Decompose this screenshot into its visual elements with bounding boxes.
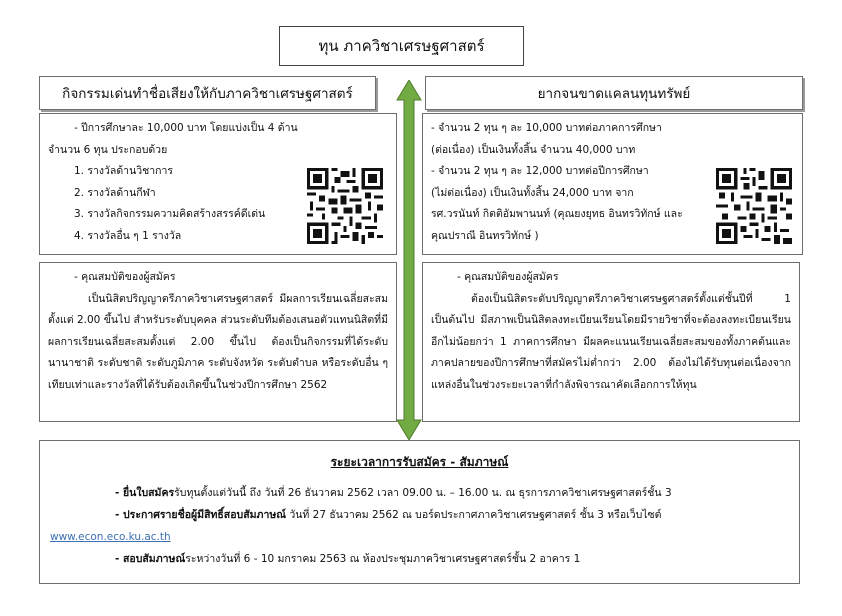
- page-title: [279, 26, 524, 66]
- left-header-text: กิจกรรมเด่นทำชื่อเสียงให้กับภาควิชาเศรษฐศาสตร์: [62, 86, 353, 102]
- schedule-label: - ประกาศรายชื่อผู้มีสิทธิ์สอบสัมภาษณ์: [115, 509, 286, 521]
- right-header-text: ยากจนขาดแคลนทุนทรัพย์: [537, 86, 691, 102]
- funding-line: - จำนวน 2 ทุน ๆ ละ 12,000 บาทต่อปีการศึกษา: [431, 165, 649, 177]
- funding-line: - จำนวน 2 ทุน ๆ ละ 10,000 บาทต่อภาคการศึกษา: [431, 122, 662, 134]
- schedule-label: - สอบสัมภาษณ์: [115, 553, 186, 565]
- schedule-line-link: [50, 526, 789, 548]
- schedule-title: ระยะเวลาการรับสมัคร - สัมภาษณ์: [330, 455, 509, 469]
- qualification-text: ต้องเป็นนิสิตระดับปริญญาตรีภาควิชาเศรษฐศาสตร์ตั้งแต่ชั้นปีที่ 1 เป็นต้นไป มีสภาพเป็นนิสิตลงทะเบียนเรียนโดยมีรายวิชาที่จะต้องลงทะเบียนเรียนอีกไม่น้อยกว่า 1 ภาคการศึกษา มีผลคะแนนเรียนเฉลี่ยสะสมของทั้งภาคต้นและภาคปลายของปีการศึกษาที่สมัครไม่ต่ำกว่า 2.00 ต้องไม่ได้รับทุนต่อเนื่องจากแหล่งอื่นในช่วงระยะเวลาที่กำลังพิจารณาคัดเลือกการให้ทุน: [431, 292, 791, 391]
- schedule-box: [39, 440, 800, 584]
- schedule-line-interview: [50, 548, 789, 570]
- funding-line: (ไม่ต่อเนื่อง) เป็นเงินทั้งสิ้น 24,000 บาท จาก: [431, 186, 634, 199]
- right-column-header: [425, 76, 803, 110]
- right-qualification-panel: [422, 262, 800, 422]
- page-title-text: ทุน ภาควิชาเศรษฐศาสตร์: [318, 37, 485, 55]
- award-item: 3. รางวัลกิจกรรมความคิดสร้างสรรค์ดีเด่น: [74, 208, 266, 220]
- schedule-label: - ยื่นใบสมัคร: [115, 487, 175, 499]
- qualification-heading: - คุณสมบัติของผู้สมัคร: [74, 271, 176, 283]
- award-item: 4. รางวัลอื่น ๆ 1 รางวัล: [74, 229, 182, 242]
- left-qualification-panel: [39, 262, 397, 422]
- schedule-line-application: [50, 482, 789, 504]
- schedule-detail: รับทุนตั้งแต่วันนี้ ถึง วันที่ 26 ธันวาคม 2562 เวลา 09.00 น. – 16.00 น. ณ ธุรการภาควิชาเศรษฐศาสตร์ชั้น 3: [174, 487, 672, 499]
- schedule-detail: วันที่ 27 ธันวาคม 2562 ณ บอร์ดประกาศภาควิชาเศรษฐศาสตร์ ชั้น 3 หรือเว็บไซต์: [286, 509, 662, 521]
- schedule-line-announcement: [50, 504, 789, 526]
- qr-code-icon: [307, 168, 383, 244]
- double-arrow-icon: [396, 80, 422, 440]
- award-item: 1. รางวัลด้านวิชาการ: [74, 165, 174, 177]
- award-intro-line: - ปีการศึกษาละ 10,000 บาท โดยแบ่งเป็น 4 ด้าน: [74, 122, 298, 134]
- left-column-header: [39, 76, 376, 110]
- qualification-heading: - คุณสมบัติของผู้สมัคร: [457, 271, 559, 283]
- qr-code-icon: [716, 168, 792, 244]
- website-link[interactable]: www.econ.eco.ku.ac.th: [50, 531, 171, 543]
- award-item: 2. รางวัลด้านกีฬา: [74, 186, 156, 199]
- schedule-detail: ระหว่างวันที่ 6 - 10 มกราคม 2563 ณ ห้องประชุมภาควิชาเศรษฐศาสตร์ชั้น 2 อาคาร 1: [185, 553, 581, 565]
- qualification-text: เป็นนิสิตปริญญาตรีภาควิชาเศรษฐศาสตร์ มีผลการเรียนเฉลี่ยสะสมตั้งแต่ 2.00 ขึ้นไป สำหรับระดับบุคคล ส่วนระดับทีมต้องเสนอตัวแทนนิสิตที่มีผลการเรียนเฉลี่ยสะสมตั้งแต่ 2.00 ขึ้นไป ต้องเป็นกิจกรรมที่ได้ระดับนานาชาติ ระดับชาติ ระดับภูมิภาค ระดับจังหวัด ระดับตำบล หรือระดับอื่น ๆ เทียบเท่าและรางวัลที่ได้รับต้องเกิดขึ้นในช่วงปีการศึกษา 2562: [48, 292, 388, 391]
- funding-line: คุณปราณี อินทรวิทักษ์ ): [431, 229, 539, 242]
- award-intro-line-2: จำนวน 6 ทุน ประกอบด้วย: [48, 143, 168, 156]
- funding-line: รศ.วรนันท์ กิตติอัมพานนท์ (คุณยงยุทธ อินทรวิทักษ์ และ: [431, 208, 683, 220]
- funding-line: (ต่อเนื่อง) เป็นเงินทั้งสิ้น จำนวน 40,000 บาท: [431, 143, 636, 156]
